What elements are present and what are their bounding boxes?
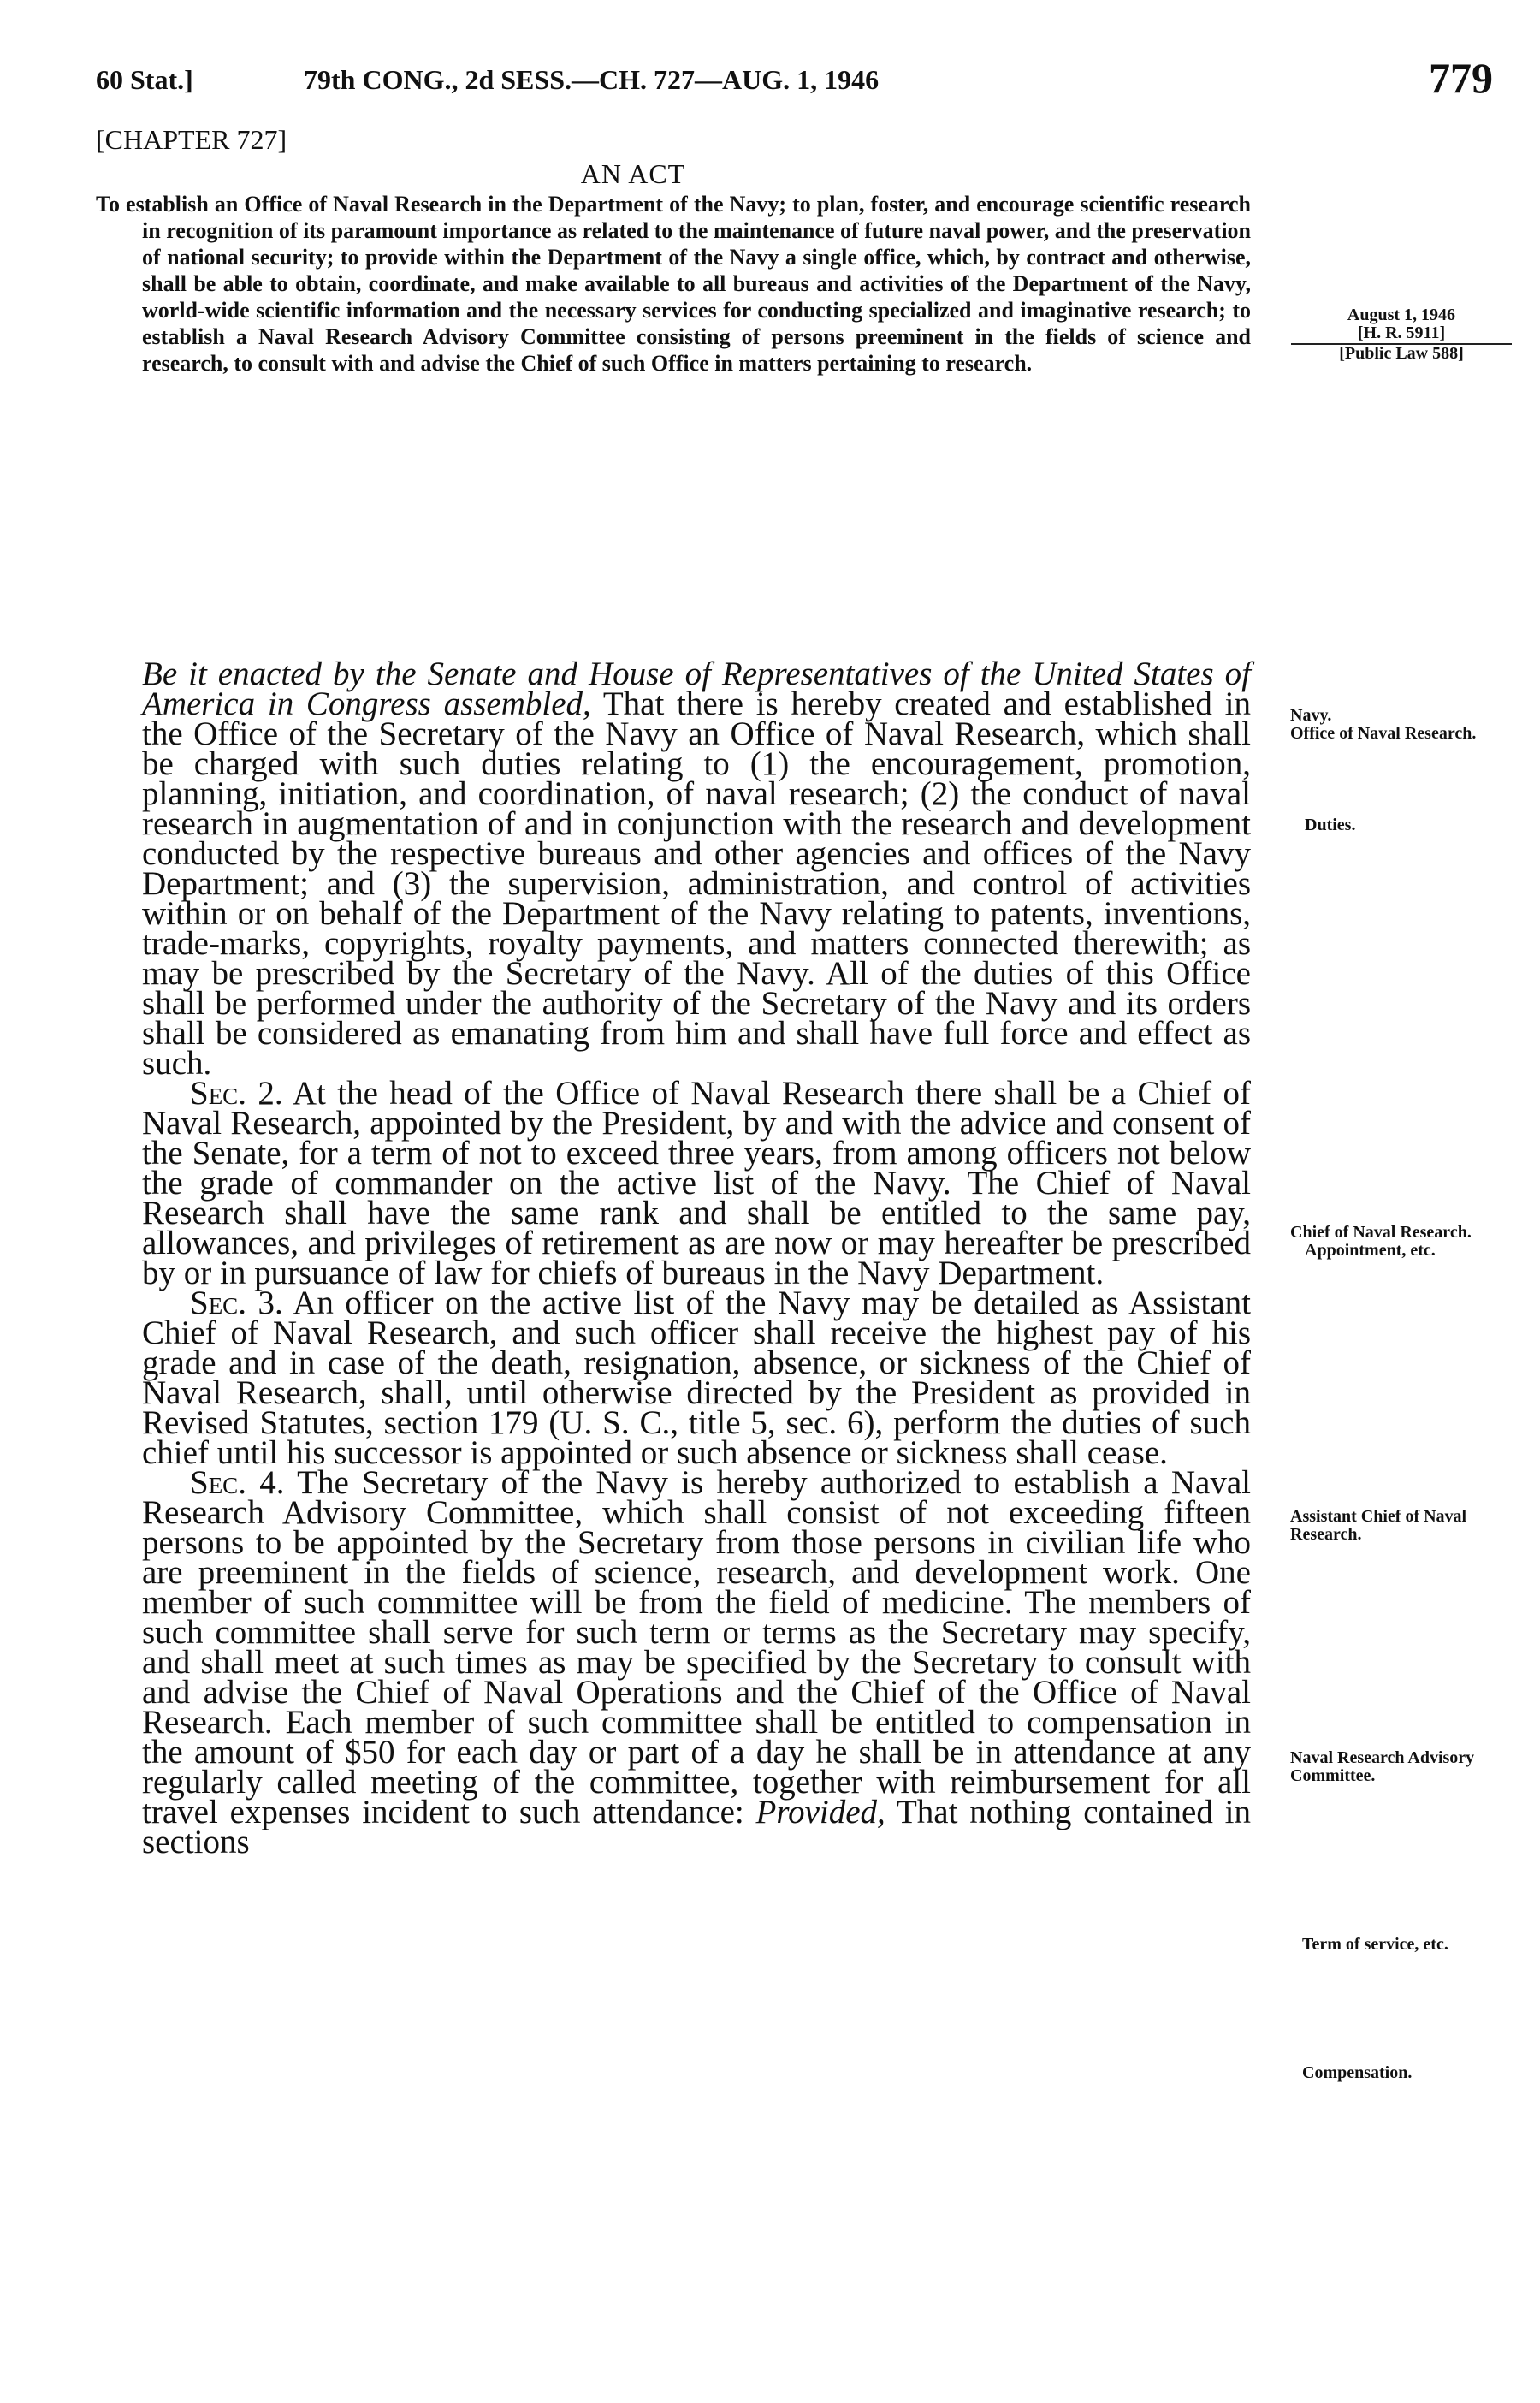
section-3 — [142, 1285, 1251, 1471]
section-2 — [142, 1075, 1251, 1291]
act-sidenote — [1290, 306, 1513, 363]
page-number: 779 — [1429, 54, 1493, 102]
running-header — [0, 0, 1540, 103]
section-3-text: An officer on the active list of the Navy may be detailed as Assistant Chief of Naval Research, and such officer shall receive the highest pay of his grade and in case of the death, resignation, absence, or sickness of the Chief of Naval Research, shall, until otherwise directed by the President as provided in Revised Statutes, section 179 (U. S. C., title 5, sec. 6), perform the duties of such chief until his successor is appointed or such absence or sickness shall cease. — [142, 1285, 1251, 1471]
sidenote-bill: [H. R. 5911] — [1357, 323, 1446, 342]
section-1 — [142, 656, 1251, 1082]
margin-appointment: Appointment, etc. — [1305, 1241, 1436, 1260]
chapter-label: [CHAPTER 727] — [96, 124, 287, 155]
margin-chief: Chief of Naval Research. — [1290, 1223, 1472, 1242]
provided-keyword: Provided, — [755, 1794, 886, 1830]
section-4 — [142, 1464, 1251, 1860]
margin-note-duties: Duties. — [1305, 816, 1356, 834]
margin-note-assistant: Assistant Chief of Naval Research. — [1290, 1507, 1467, 1544]
section-3-label: Sec. 3. — [190, 1285, 283, 1321]
margin-note-term: Term of service, etc. — [1302, 1935, 1448, 1954]
enacting-clause: Be it enacted by the Senate and House of Representatives of the United States of America in Congress assembled, — [142, 656, 1251, 722]
margin-navy: Navy. — [1290, 706, 1332, 725]
margin-office: Office of Naval Research. — [1290, 724, 1477, 743]
statute-volume: 60 Stat.] — [96, 64, 193, 95]
sidenote-date: August 1, 1946 — [1347, 306, 1456, 324]
long-title-first: To establish an Office of Naval Research in the Department of the Navy; to — [96, 192, 811, 217]
margin-note-navy — [1290, 707, 1504, 743]
act-body — [142, 656, 1251, 1860]
section-4-tail: That nothing contained in sections — [142, 1794, 1251, 1860]
section-4-label: Sec. 4. — [190, 1464, 285, 1501]
long-title-rest: plan, foster, and encourage scientific research in recognition of its paramount importance as related to the maintenance of future naval power, and the preservation of national security; to provide within the Department of the Navy a single office, which, by contract and otherwise, shall be able to obtain, coordinate, and make available to all bureaus and activities of the Department of the Navy, world-wide scientific information and the necessary services for conducting specialized and imaginative research; to establish a Naval Research Advisory Committee consisting of persons preeminent in the fields of science and research, to consult with and advise the Chief of such Office in matters pertaining to research. — [142, 192, 1252, 376]
margin-note-committee: Naval Research Advisory Committee. — [1290, 1748, 1475, 1785]
margin-note-chief — [1290, 1224, 1504, 1260]
act-heading: AN ACT — [580, 158, 686, 189]
sidenote-public-law: [Public Law 588] — [1339, 344, 1464, 363]
section-2-label: Sec. 2. — [190, 1075, 283, 1112]
section-1-text: That there is hereby created and established in the Office of the Secretary of the Navy an Office of Naval Research, which shall be charged with such duties relating to (1) the encouragement, promotion, planning, initiation, and coordination, of naval research; (2) the conduct of naval research in augmentation of and in conjunction with the research and development conducted by the respective bureaus and other agencies and offices of the Navy Department; and (3) the supervision, administration, and control of activities within or on behalf of the Department of the Navy relating to patents, inventions, trade-marks, copyrights, royalty payments, and matters connected therewith; as may be prescribed by the Secretary of the Navy. All of the duties of this Office shall be performed under the authority of the Secretary of the Navy and its orders shall be considered as emanating from him and shall have full force and effect as such. — [142, 685, 1251, 1082]
margin-note-compensation: Compensation. — [1302, 2063, 1413, 2082]
session-line: 79th CONG., 2d SESS.—CH. 727—AUG. 1, 1946 — [304, 64, 880, 95]
section-4-text: The Secretary of the Navy is hereby authorized to establish a Naval Research Advisory Committee, which shall consist of not exceeding fifteen persons to be appointed by the Secretary from those persons in civilian life who are preeminent in the fields of science, research, and development work. One member of such committee will be from the field of medicine. The members of such committee shall serve for such term or terms as the Secretary may specify, and shall meet at such times as may be specified by the Secretary to consult with and advise the Chief of Naval Operations and the Chief of the Office of Naval Research. Each member of such committee shall be entitled to compensation in the amount of $50 for each day or part of a day he shall be in attendance at any regularly called meeting of the committee, together with reimbursement for all travel expenses incident to such attendance: — [142, 1464, 1251, 1830]
long-title — [96, 191, 1252, 377]
section-2-text: At the head of the Office of Naval Research there shall be a Chief of Naval Research, appointed by the President, by and with the advice and consent of the Senate, for a term of not to exceed three years, from among officers not below the grade of commander on the active list of the Navy. The Chief of Naval Research shall have the same rank and shall be entitled to the same pay, allowances, and privileges of retirement as are now or may hereafter be prescribed by or in pursuance of law for chiefs of bureaus in the Navy Department. — [142, 1075, 1251, 1291]
